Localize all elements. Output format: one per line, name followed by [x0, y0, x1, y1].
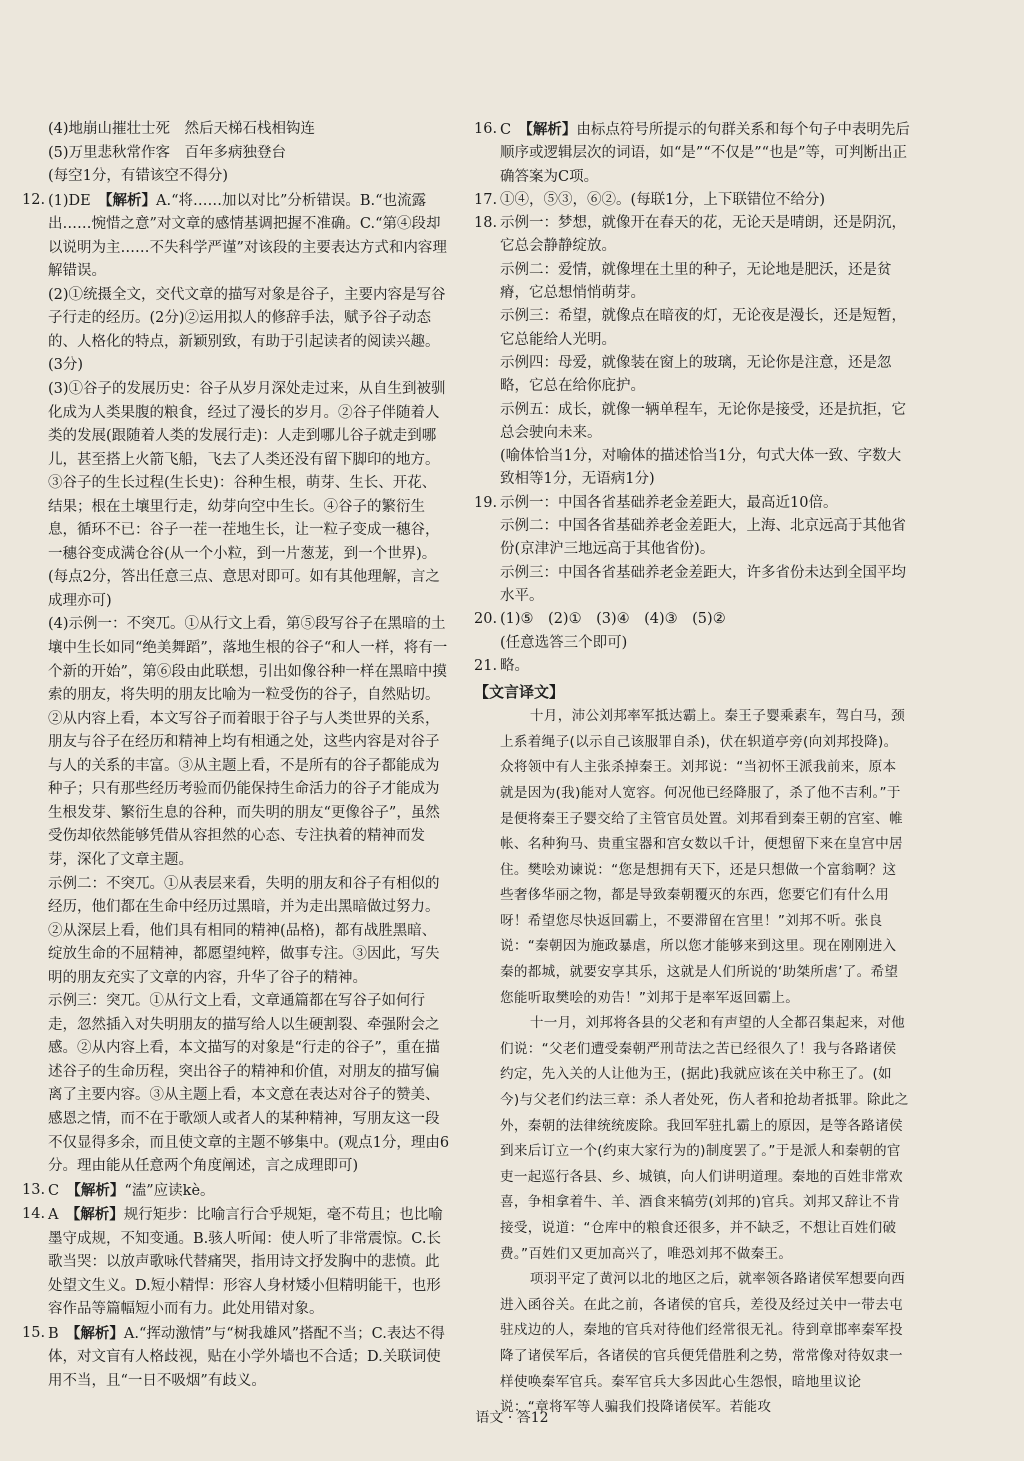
q14-analysis: 规行矩步：比喻言行合乎规矩，毫不苟且；也比喻墨守成规，不知变通。B.骇人听闻：使人听了非常震惊。C.长歌当哭：以放声歌咏代替痛哭，指用诗文抒发胸中的悲愤。此处望文生义。D.短小精悍：形容人身材矮小但精明能干，也形容作品等篇幅短小而有力。此处用错对象。 — [48, 1207, 443, 1318]
translation-paragraph: 项羽平定了黄河以北的地区之后，就率领各路诸侯军想要向西进入函谷关。在此之前，各诸侯的官兵，差役及经过关中一带去屯驻戍边的人，秦地的官兵对待他们经常很无礼。待到章邯率秦军投降了诸侯军后，各诸侯的官兵便凭借胜利之势，常常像对待奴隶一样使唤秦军官兵。秦军官兵大多因此心生怨恨，暗地里议论说：“章将军等人骗我们投降诸侯军。若能攻 — [500, 1271, 906, 1416]
q12-part-3: (3)①谷子的发展历史：谷子从岁月深处走过来，从自生到被驯化成为人类果腹的粮食，经过了漫长的岁月。②谷子伴随着人类的发展(跟随着人类的发展行走)：人走到哪儿谷子就走到哪儿，甚至搭上火箭飞船，飞去了人类还没有留下脚印的地方。③谷子的生长过程(生长史)：谷种生根，萌芽、生长、开花、结果；根在土壤里行走，幼芽向空中生长。④谷子的繁衍生息，循环不已：谷子一茬一茬地生长，让一粒子变成一穗谷，一穗谷变成满仓谷(从一个小粒，到一片葱茏，到一个世界)。(每点2分，答出任意三点、意思对即可。如有其他理解，言之成理亦可) — [48, 381, 446, 609]
q12-answer: (1)DE — [48, 192, 106, 209]
q18-example-3: 示例三：希望，就像点在暗夜的灯，无论夜是漫长，还是短暂，它总能给人光明。 — [500, 308, 906, 348]
q18-example-4: 示例四：母爱，就像装在窗上的玻璃，无论你是注意，还是忽略，它总在给你庇护。 — [500, 354, 892, 395]
question-16 — [474, 118, 910, 189]
question-number: 20. — [474, 611, 498, 628]
question-number: 21. — [474, 657, 498, 674]
q12-part-1 — [48, 189, 450, 284]
q18-scoring-note: (喻体恰当1分，对喻体的描述恰当1分，句式大体一致、字数大致相等1分，无语病1分) — [500, 448, 902, 488]
q13-answer: C — [48, 1182, 74, 1199]
question-number: 18. — [474, 215, 498, 232]
q18-example-2: 示例二：爱情，就像埋在土里的种子，无论地是肥沃，还是贫瘠，它总想悄悄萌芽。 — [500, 261, 892, 302]
analysis-tag: 【解析】 — [105, 191, 156, 209]
question-21 — [474, 655, 910, 678]
q19-example-1: 示例一：中国各省基础养老金差距大，最高近10倍。 — [500, 494, 838, 511]
analysis-tag: 【解析】 — [525, 121, 577, 138]
question-number: 13. — [22, 1181, 46, 1198]
right-column — [474, 118, 910, 1421]
q20-answers: (1)⑤ (2)① (3)④ (4)③ (5)② — [500, 611, 726, 628]
q15-analysis: A.“挥动激情”与“树我雄风”搭配不当；C.表达不得体，对文盲有人格歧视，贴在小学外墙也不合适；D.关联词使用不当，且“一日不吸烟”有歧义。 — [48, 1325, 445, 1389]
question-18 — [474, 212, 910, 492]
question-number: 12. — [22, 191, 46, 208]
q14-answer: A — [48, 1207, 73, 1224]
q16-analysis: 由标点符号所提示的句群关系和每个句子中表明先后顺序或逻辑层次的词语，如“是”“不仅是”“也是”等，可判断出正确答案为C项。 — [500, 122, 910, 185]
q11-scoring-note: (每空1分，有错该空不得分) — [48, 168, 229, 185]
q12-part-4: (4)示例一：不突兀。①从行文上看，第⑤段写谷子在黑暗的土壤中生长如同“绝美舞蹈”，落地生根的谷子“和人一样，将有一个新的开始”，第⑥段由此联想，引出如像谷种一样在黑暗中摸索的朋友，将失明的朋友比喻为一粒受伤的谷子，自然贴切。②从内容上看，本文写谷子而着眼于谷子与人类世界的关系，朋友与谷子在经历和精神上均有相通之处，这些内容是对谷子与人的关系的丰富。③从主题上看，不是所有的谷子都能成为种子；只有那些经历考验而仍能保持生命活力的谷子才能成为生根发芽、繁衍生息的谷种，而失明的朋友“更像谷子”，虽然受伤却依然能够凭借从容担然的心态、专注执着的精神而发芽，深化了文章主题。 — [48, 616, 448, 868]
q18-example-1: 示例一：梦想，就像开在春天的花，无论天是晴朗，还是阴沉，它总会静静绽放。 — [500, 215, 906, 255]
q17-answer: ①④，⑤③，⑥②。(每联1分，上下联错位不给分) — [500, 191, 826, 208]
left-column — [22, 118, 450, 1394]
q16-answer: C — [500, 122, 526, 138]
question-number: 15. — [22, 1324, 46, 1341]
q20-note: (任意选答三个即可) — [500, 634, 628, 651]
question-number: 16. — [474, 121, 498, 137]
q12-analysis: A.“将……加以对比”分析错误。B.“也流露出……惋惜之意”对文章的感情基调把握不准确。C.“第④段却以说明为主……不失科学严谨”对该段的主要表达方式和内容理解错误。 — [48, 192, 447, 280]
q11-line-5: (5)万里悲秋常作客 百年多病独登台 — [48, 144, 287, 161]
q12-example-2: 示例二：不突兀。①从表层来看，失明的朋友和谷子有相似的经历，他们都在生命中经历过黑暗，并为走出黑暗做过努力。②从深层上看，他们具有相同的精神(品格)，都有战胜黑暗、绽放生命的不屈精神，都愿望纯粹，做事专注。③因此，写失明的朋友充实了文章的内容，升华了谷子的精神。 — [48, 875, 440, 986]
q11-line-4: (4)地崩山摧壮士死 然后天梯石栈相钩连 — [48, 121, 316, 137]
q18-example-5: 示例五：成长，就像一辆单程车，无论你是接受，还是抗拒，它总会驶向未来。 — [500, 401, 906, 441]
q19-example-2: 示例二：中国各省基础养老金差距大，上海、北京远高于其他省份(京津沪三地远高于其他省份)。 — [500, 518, 906, 558]
section-title-translation: 【文言译文】 — [474, 683, 565, 702]
question-number: 19. — [474, 494, 498, 511]
q15-answer: B — [48, 1325, 74, 1342]
question-15 — [22, 1322, 450, 1394]
question-number: 14. — [22, 1206, 46, 1223]
q12-part-2: (2)①统摄全文，交代文章的描写对象是谷子，主要内容是写谷子行走的经历。(2分)②运用拟人的修辞手法，赋予谷子动态的、人格化的特点，新颖别致，有助于引起读者的阅读兴趣。(3分) — [48, 286, 446, 374]
translation-paragraph: 十一月，刘邦将各县的父老和有声望的人全都召集起来，对他们说：“父老们遭受秦朝严刑苛法之苦已经很久了！我与各路诸侯约定，先入关的人让他为王，(据此)我就应该在关中称王了。(如今)与父老们约法三章：杀人者处死，伤人者和抢劫者抵罪。除此之外，秦朝的法律统统废除。我回军驻扎霸上的原因，是等各路诸侯到来后订立一个(约束大家行为的)制度罢了。”于是派人和秦朝的官吏一起巡行各县、乡、城镇，向人们讲明道理。秦地的百姓非常欢喜，争相拿着牛、羊、酒食来犒劳(刘邦的)官兵。刘邦又辞让不肯接受，说道：“仓库中的粮食还很多，并不缺乏，不想让百姓们破费。”百姓们又更加高兴了，唯恐刘邦不做秦王。 — [500, 1015, 909, 1262]
analysis-tag: 【解析】 — [72, 1206, 124, 1224]
q19-example-3: 示例三：中国各省基础养老金差距大，许多省份未达到全国平均水平。 — [500, 564, 906, 604]
analysis-tag: 【解析】 — [73, 1181, 125, 1199]
q11-tail — [22, 118, 450, 189]
question-17 — [474, 189, 910, 212]
question-number: 17. — [474, 191, 498, 208]
translation-paragraph: 十月，沛公刘邦率军抵达霸上。秦王子婴乘素车，驾白马，颈上系着绳子(以示自己该服罪自杀)，伏在轵道亭旁(向刘邦投降)。众将领中有人主张杀掉秦王。刘邦说：“当初怀王派我前来，原本就是因为(我)能对人宽容。何况他已经降服了，杀了他不吉利。”于是便将秦王子婴交给了主管官员处置。刘邦看到秦王朝的宫室、帷帐、名种狗马、贵重宝器和宫女数以千计，便想留下来在皇宫中居住。樊哙劝谏说：“您是想拥有天下，还是只想做一个富翁啊？这些奢侈华丽之物，都是导致秦朝覆灭的东西，您要它们有什么用呀！希望您尽快返回霸上，不要滞留在宫里！”刘邦不听。张良说：“秦朝因为施政暴虐，所以您才能够来到这里。现在刚刚进入秦的都城，就要安享其乐，这就是人们所说的‘助桀所虐’了。希望您能听取樊哙的劝告！”刘邦于是率军返回霸上。 — [500, 708, 906, 1006]
question-20 — [474, 608, 910, 655]
question-14 — [22, 1203, 450, 1322]
q13-analysis: “溘”应读kè。 — [124, 1182, 215, 1199]
question-12 — [22, 189, 450, 1179]
analysis-tag: 【解析】 — [73, 1324, 124, 1342]
q12-example-3: 示例三：突兀。①从行文上看，文章通篇都在写谷子如何行走，忽然插入对失明朋友的描写给人以生硬割裂、牵强附会之感。②从内容上看，本文描写的对象是“行走的谷子”，重在描述谷子的生命历程，突出谷子的精神和价值，对朋友的描写偏离了主要内容。③从主题上看，本文意在表达对谷子的赞美、感恩之情，而不在于歌颂人或者人的某种精神，写朋友这一段不仅显得多余，而且使文章的主题不够集中。(观点1分，理由6分。理由能从任意两个角度阐述，言之成理即可) — [48, 993, 450, 1175]
q21-answer: 略。 — [500, 657, 529, 674]
translation-body — [474, 704, 910, 1421]
question-19 — [474, 492, 910, 608]
page-footer: 语文 · 答12 — [475, 1410, 549, 1426]
question-13 — [22, 1179, 450, 1204]
